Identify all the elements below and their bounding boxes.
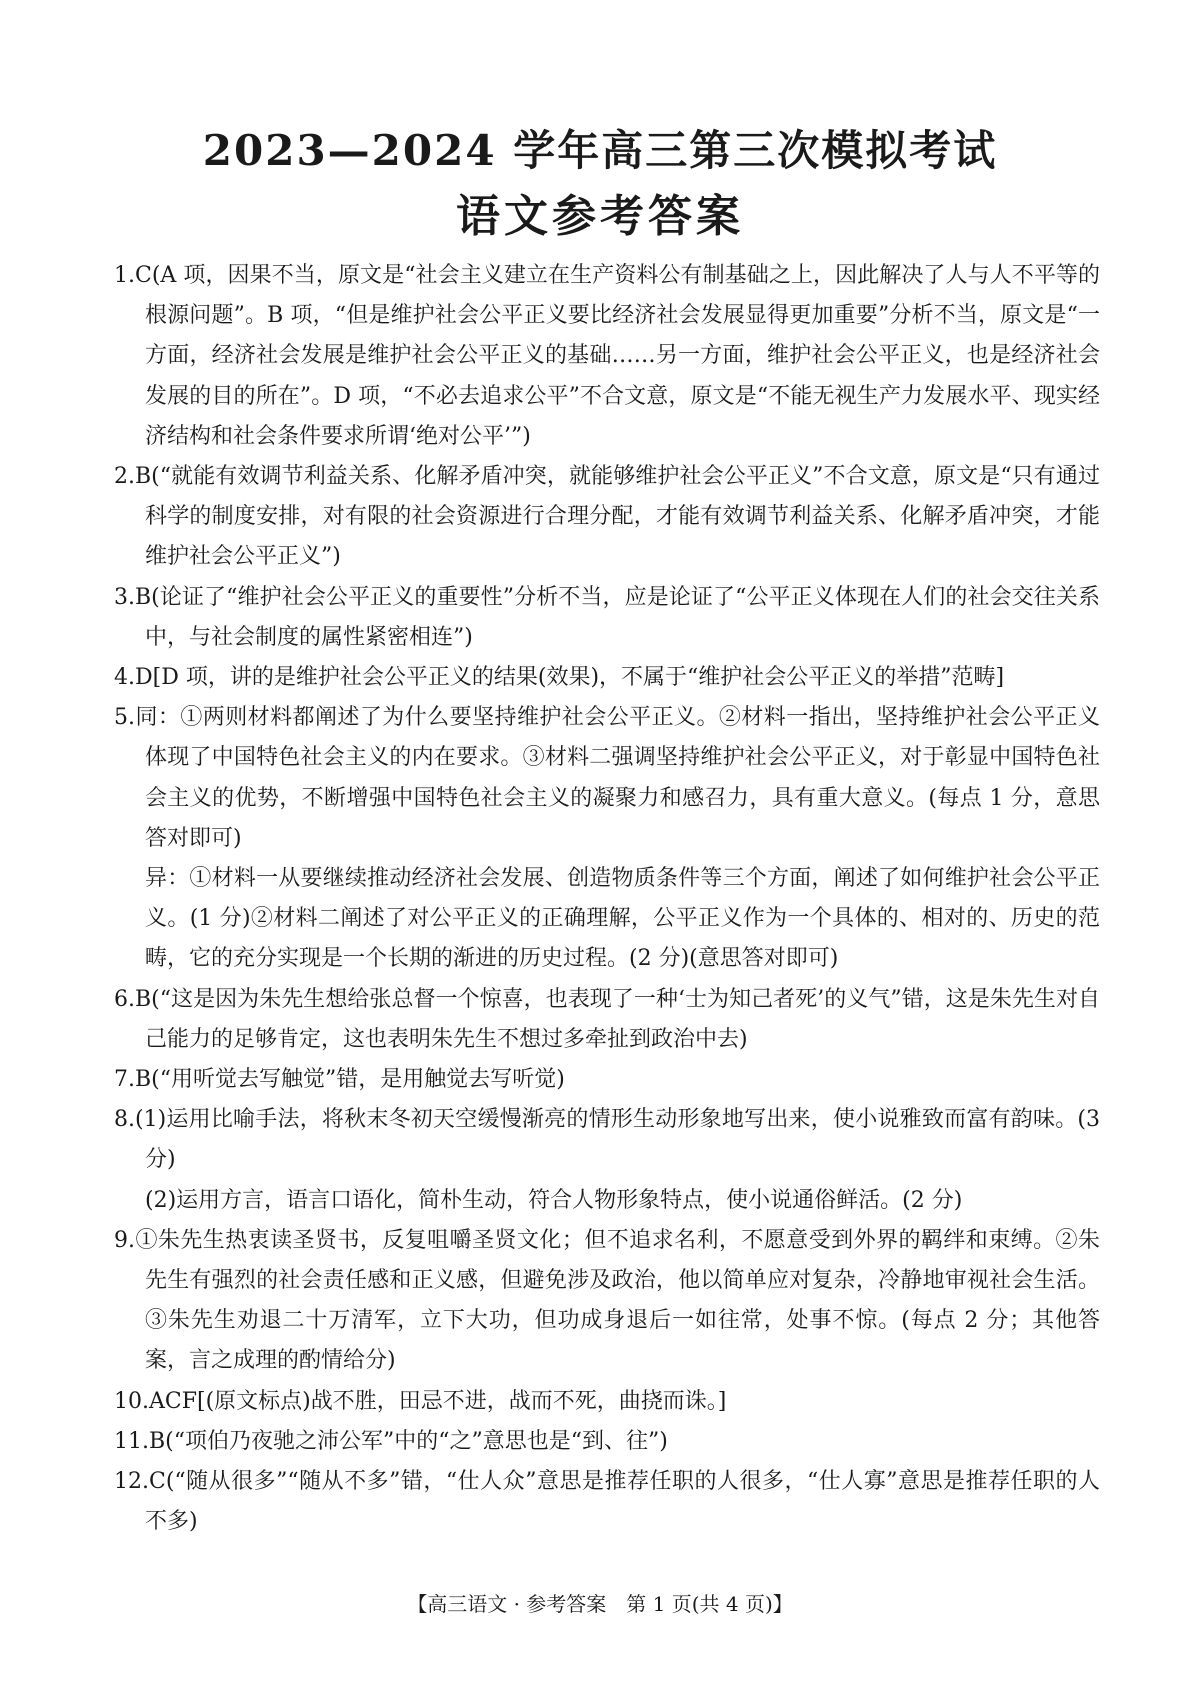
answer-item-8 [114,1100,1100,1180]
answer-number: 5. [114,705,135,731]
answer-text: C(“随从很多”“随从不多”错，“仕人众”意思是推荐任职的人很多，“仕人寡”意思是推荐任职的人不多) [145,1469,1100,1535]
answer-item-7 [114,1060,1100,1100]
answer-item-5 [114,698,1100,859]
answer-text: (1)运用比喻手法，将秋末冬初天空缓慢渐亮的情形生动形象地写出来，使小说雅致而富有韵味。(3 分) [135,1107,1100,1173]
answer-text: B(“这是因为朱先生想给张总督一个惊喜，也表现了一种‘士为知己者死’的义气”错，这是朱先生对自己能力的足够肯定，这也表明朱先生不想过多牵扯到政治中去) [135,986,1100,1052]
answer-text: 同：①两则材料都阐述了为什么要坚持维护社会公平正义。②材料一指出，坚持维护社会公平正义体现了中国特色社会主义的内在要求。③材料二强调坚持维护社会公平正义，对于彰显中国特色社会主义的优势，不断增强中国特色社会主义的凝聚力和感召力，具有重大意义。(每点 1 分，意思答对即可) [135,705,1100,851]
answer-number: 7. [114,1067,135,1093]
answer-number: 12. [114,1469,149,1495]
answer-item-10 [114,1382,1100,1422]
answer-text: B(“就能有效调节利益关系、化解矛盾冲突，就能够维护社会公平正义”不合文意，原文是“只有通过科学的制度安排，对有限的社会资源进行合理分配，才能有效调节利益关系、化解矛盾冲突，才能维护社会公平正义”) [135,464,1100,570]
document-title: 语文参考答案 [456,191,744,242]
answer-text: B(“用听觉去写触觉”错，是用触觉去写听觉) [135,1067,565,1093]
answer-number: 6. [114,986,135,1012]
answer-item-12 [114,1462,1100,1542]
answer-text: B(论证了“维护社会公平正义的重要性”分析不当，应是论证了“公平正义体现在人们的社会交往关系中，与社会制度的属性紧密相连”) [135,584,1100,650]
answer-text: C(A 项，因果不当，原文是“社会主义建立在生产资料公有制基础之上，因此解决了人与人不平等的根源问题”。B 项，“但是维护社会公平正义要比经济社会发展显得更加重要”分析不当，原文是“一方面，经济社会发展是维护社会公平正义的基础……另一方面，维护社会公平正义，也是经济社会发展的目的所在”。D 项，“不必去追求公平”不合文意，原文是“不能无视生产力发展水平、现实经济结构和社会条件要求所谓‘绝对公平’”) [135,263,1100,449]
answer-number: 10. [114,1388,149,1414]
answer-item-8-sub: (2)运用方言，语言口语化，简朴生动，符合人物形象特点，使小说通俗鲜活。(2 分) [145,1187,963,1213]
answer-item-4 [114,658,1100,698]
exam-title: 2023—2024 学年高三第三次模拟考试 [202,126,998,175]
answer-number: 11. [114,1428,149,1454]
answer-item-1 [114,256,1100,457]
answer-item-5-sub: 异：①材料一从要继续推动经济社会发展、创造物质条件等三个方面，阐述了如何维护社会公平正义。(1 分)②材料二阐述了对公平正义的正确理解，公平正义作为一个具体的、相对的、历史的范畴，它的充分实现是一个长期的渐进的历史过程。(2 分)(意思答对即可) [145,866,1100,972]
answer-number: 4. [114,665,135,691]
answer-text: B(“项伯乃夜驰之沛公军”中的“之”意思也是“到、往”) [149,1428,668,1454]
answer-text: D[D 项，讲的是维护社会公平正义的结果(效果)，不属于“维护社会公平正义的举措”范畴] [135,665,1005,691]
page-footer: 【高三语文 · 参考答案 第 1 页(共 4 页)】 [407,1592,793,1616]
answer-item-3 [114,578,1100,658]
answer-item-6 [114,980,1100,1060]
answer-text: ①朱先生热衷读圣贤书，反复咀嚼圣贤文化；但不追求名利，不愿意受到外界的羁绊和束缚。②朱先生有强烈的社会责任感和正义感，但避免涉及政治，他以简单应对复杂，冷静地审视社会生活。③朱先生劝退二十万清军，立下大功，但功成身退后一如往常，处事不惊。(每点 2 分；其他答案，言之成理的酌情给分) [135,1227,1100,1374]
answers-list [114,256,1100,1543]
answer-item-2 [114,457,1100,578]
answer-number: 1. [114,263,135,288]
answer-item-9 [114,1221,1100,1382]
answer-number: 3. [114,584,135,610]
answer-text: ACF[(原文标点)战不胜，田忌不进，战而不死，曲挠而诛。] [149,1388,727,1414]
answer-item-11 [114,1422,1100,1462]
answer-number: 8. [114,1107,135,1133]
answer-number: 2. [114,464,135,490]
answer-number: 9. [114,1227,135,1253]
